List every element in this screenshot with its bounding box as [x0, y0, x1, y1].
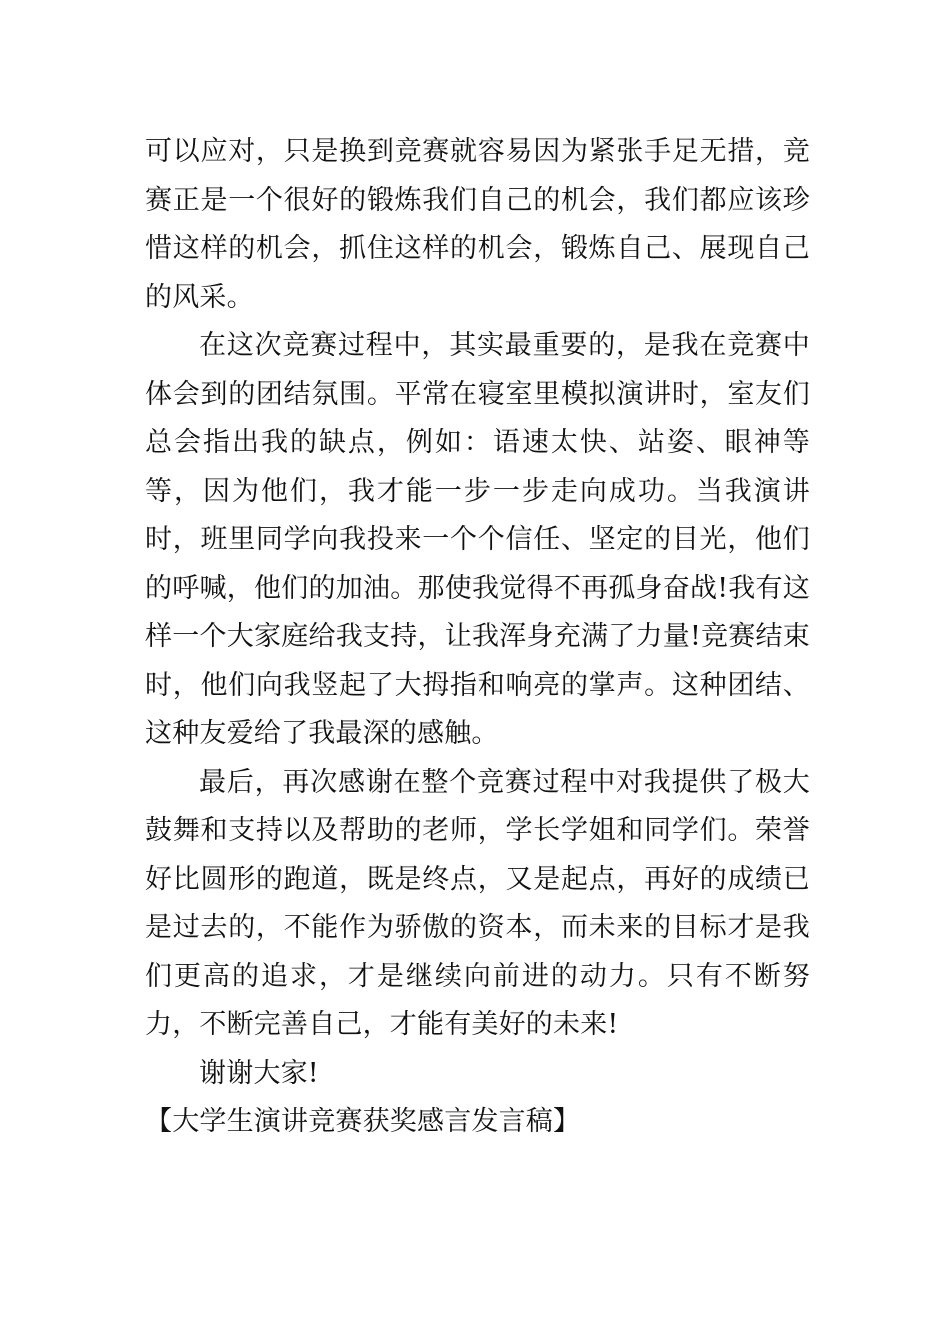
paragraph-team-spirit: 在这次竞赛过程中，其实最重要的，是我在竞赛中体会到的团结氛围。平常在寝室里模拟演讲时，室友们总会指出我的缺点，例如：语速太快、站姿、眼神等等，因为他们，我才能一步一步走向成功。当我演讲时，班里同学向我投来一个个信任、坚定的目光，他们的呼喊，他们的加油。那使我觉得不再孤身奋战!我有这样一个大家庭给我支持，让我浑身充满了力量!竞赛结束时，他们向我竖起了大拇指和响亮的掌声。这种团结、这种友爱给了我最深的感触。: [145, 330, 810, 749]
paragraph-closing: 谢谢大家!: [199, 1057, 319, 1089]
footer-title: 【大学生演讲竞赛获奖感言发言稿】: [145, 1106, 581, 1137]
document-body: [145, 128, 810, 1147]
paragraph-thanks: 最后，再次感谢在整个竞赛过程中对我提供了极大鼓舞和支持以及帮助的老师，学长学姐和同学们。荣誉好比圆形的跑道，既是终点，又是起点，再好的成绩已是过去的，不能作为骄傲的资本，而未来的目标才是我们更高的追求，才是继续向前进的动力。只有不断努力，不断完善自己，才能有美好的未来!: [145, 766, 810, 1040]
paragraph-continuation: 可以应对，只是换到竞赛就容易因为紧张手足无措，竞赛正是一个很好的锻炼我们自己的机会，我们都应该珍惜这样的机会，抓住这样的机会，锻炼自己、展现自己的风采。: [145, 136, 810, 313]
